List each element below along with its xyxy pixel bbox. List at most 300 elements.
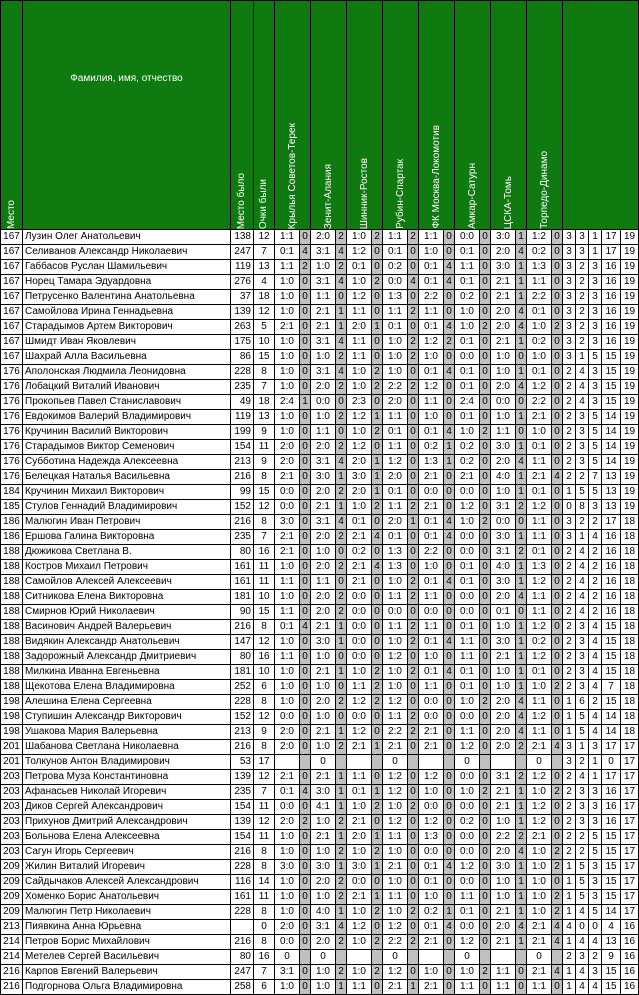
- score-cell: 2: [372, 500, 383, 515]
- score-cell: 0: [336, 545, 347, 560]
- prediction-cell: [275, 755, 300, 770]
- score-cell: 1: [516, 665, 527, 680]
- total-cell: 3: [589, 380, 602, 395]
- score-cell: 0: [372, 770, 383, 785]
- prev-place-cell: 216: [231, 620, 254, 635]
- score-cell: 1: [516, 560, 527, 575]
- score-cell: 2: [372, 365, 383, 380]
- prediction-cell: 1:2: [527, 800, 552, 815]
- prediction-cell: 4:0: [311, 905, 336, 920]
- score-cell: 2: [552, 845, 563, 860]
- score-cell: 2: [408, 935, 419, 950]
- prediction-cell: 1:0: [275, 845, 300, 860]
- total-cell: 3: [576, 785, 589, 800]
- prediction-cell: 1:0: [527, 350, 552, 365]
- total-cell: 4: [589, 530, 602, 545]
- score-cell: [300, 755, 311, 770]
- prediction-cell: 2:0: [347, 455, 372, 470]
- score-cell: 4: [516, 305, 527, 320]
- total-cell: 7: [589, 470, 602, 485]
- prediction-cell: 0:0: [419, 710, 444, 725]
- score-cell: 2: [516, 830, 527, 845]
- score-cell: 4: [516, 590, 527, 605]
- score-cell: 0: [480, 365, 491, 380]
- score-cell: 0: [516, 980, 527, 995]
- prediction-cell: 3:0: [275, 515, 300, 530]
- score-cell: 1: [336, 800, 347, 815]
- total-cell: 18: [621, 605, 639, 620]
- table-row: [1, 860, 639, 875]
- prediction-cell: 1:0: [275, 665, 300, 680]
- prediction-cell: 0:0: [455, 605, 480, 620]
- score-cell: 0: [300, 590, 311, 605]
- prediction-cell: 1:0: [311, 740, 336, 755]
- prediction-cell: 2:1: [383, 980, 408, 995]
- score-cell: 0: [300, 965, 311, 980]
- score-cell: 1: [516, 635, 527, 650]
- score-cell: 0: [372, 875, 383, 890]
- total-cell: 3: [563, 320, 576, 335]
- score-cell: 4: [336, 275, 347, 290]
- total-cell: 4: [589, 620, 602, 635]
- prediction-cell: 0:1: [383, 320, 408, 335]
- score-cell: 4: [336, 245, 347, 260]
- prediction-cell: 0:1: [275, 245, 300, 260]
- name-cell: Малюгин Петр Николаевич: [23, 905, 231, 920]
- header-filler: [563, 1, 639, 230]
- score-cell: [336, 755, 347, 770]
- name-cell: Подгорнова Ольга Владимировна: [23, 980, 231, 995]
- prediction-cell: 2:1: [527, 410, 552, 425]
- score-cell: 0: [444, 815, 455, 830]
- total-cell: 2: [563, 470, 576, 485]
- prediction-cell: 0:0: [347, 605, 372, 620]
- score-cell: [480, 950, 491, 965]
- score-cell: 1: [372, 740, 383, 755]
- prediction-cell: 1:1: [527, 275, 552, 290]
- name-cell: Лузин Олег Анатольевич: [23, 230, 231, 245]
- total-cell: 3: [576, 230, 589, 245]
- score-cell: 0: [552, 305, 563, 320]
- column-header: Рубин-Спартак: [383, 1, 419, 230]
- prediction-cell: 1:0: [491, 890, 516, 905]
- prediction-cell: 0:1: [419, 260, 444, 275]
- prediction-cell: 0:1: [527, 365, 552, 380]
- total-cell: 3: [589, 965, 602, 980]
- prediction-cell: [347, 950, 372, 965]
- score-cell: 0: [300, 335, 311, 350]
- total-cell: 15: [602, 635, 621, 650]
- prev-place-cell: 216: [231, 470, 254, 485]
- score-cell: 0: [480, 470, 491, 485]
- prediction-cell: 0:1: [383, 485, 408, 500]
- total-cell: 0: [589, 920, 602, 935]
- table-row: [1, 560, 639, 575]
- total-cell: 3: [576, 950, 589, 965]
- prev-place-cell: 213: [231, 725, 254, 740]
- prediction-cell: 1:0: [275, 380, 300, 395]
- score-cell: 0: [300, 230, 311, 245]
- total-cell: 1: [563, 890, 576, 905]
- prediction-cell: 1:1: [491, 980, 516, 995]
- score-cell: 0: [336, 650, 347, 665]
- prediction-cell: 0:0: [419, 845, 444, 860]
- prediction-cell: 1:1: [383, 410, 408, 425]
- prediction-cell: 1:1: [455, 650, 480, 665]
- name-cell: Кручинин Михаил Викторович: [23, 485, 231, 500]
- total-cell: 1: [589, 755, 602, 770]
- prediction-cell: 1:0: [347, 380, 372, 395]
- prediction-cell: 2:2: [527, 290, 552, 305]
- prediction-cell: 0:0: [347, 635, 372, 650]
- total-cell: 0: [602, 755, 621, 770]
- prediction-cell: 0:0: [455, 845, 480, 860]
- score-cell: 0: [300, 875, 311, 890]
- prediction-cell: 0:1: [419, 275, 444, 290]
- table-row: [1, 695, 639, 710]
- score-cell: 0: [516, 425, 527, 440]
- score-cell: 4: [516, 845, 527, 860]
- prediction-cell: 0:0: [455, 875, 480, 890]
- name-cell: Норец Тамара Эдуардовна: [23, 275, 231, 290]
- score-cell: 1: [516, 935, 527, 950]
- score-cell: 0: [300, 935, 311, 950]
- prev-place-cell: 228: [231, 860, 254, 875]
- score-cell: 2: [552, 320, 563, 335]
- total-cell: 3: [589, 365, 602, 380]
- prediction-cell: 0:0: [347, 875, 372, 890]
- total-cell: 17: [602, 245, 621, 260]
- prediction-cell: 1:2: [383, 920, 408, 935]
- place-cell: 167: [1, 320, 23, 335]
- score-cell: 1: [516, 800, 527, 815]
- total-cell: 2: [563, 395, 576, 410]
- total-cell: 16: [621, 935, 639, 950]
- score-cell: 0: [480, 770, 491, 785]
- prev-place-cell: 199: [231, 425, 254, 440]
- table-row: [1, 785, 639, 800]
- prediction-cell: 1:0: [383, 350, 408, 365]
- name-cell: Самойлова Ирина Геннадьевна: [23, 305, 231, 320]
- total-cell: 18: [621, 530, 639, 545]
- prediction-cell: 3:0: [491, 530, 516, 545]
- score-cell: 0: [552, 710, 563, 725]
- total-cell: 2: [576, 260, 589, 275]
- score-cell: 0: [408, 785, 419, 800]
- prediction-cell: 0: [311, 755, 336, 770]
- score-cell: 1: [444, 905, 455, 920]
- total-cell: 3: [576, 455, 589, 470]
- prediction-cell: 3:1: [311, 365, 336, 380]
- prediction-cell: 1:3: [527, 260, 552, 275]
- table-row: [1, 845, 639, 860]
- total-cell: 4: [576, 965, 589, 980]
- score-cell: 4: [336, 365, 347, 380]
- prediction-cell: 2:0: [491, 920, 516, 935]
- total-cell: 1: [576, 350, 589, 365]
- total-cell: 17: [621, 905, 639, 920]
- prediction-cell: 1:0: [491, 365, 516, 380]
- total-cell: 1: [589, 245, 602, 260]
- prev-points-cell: 14: [254, 875, 275, 890]
- prediction-cell: 1:0: [527, 320, 552, 335]
- prediction-cell: 3:1: [311, 455, 336, 470]
- prediction-cell: 2:1: [527, 935, 552, 950]
- prediction-cell: 0:1: [491, 605, 516, 620]
- table-row: [1, 815, 639, 830]
- name-cell: Карпов Евгений Валерьевич: [23, 965, 231, 980]
- prediction-cell: 3:1: [491, 770, 516, 785]
- score-cell: [300, 950, 311, 965]
- prediction-cell: 1:0: [383, 680, 408, 695]
- table-row: [1, 905, 639, 920]
- total-cell: 14: [602, 725, 621, 740]
- total-cell: 5: [589, 410, 602, 425]
- score-cell: 2: [516, 545, 527, 560]
- name-cell: Толкунов Антон Владимирович: [23, 755, 231, 770]
- score-cell: 0: [552, 365, 563, 380]
- total-cell: 2: [589, 605, 602, 620]
- prev-place-cell: 152: [231, 710, 254, 725]
- prediction-cell: 0:0: [275, 500, 300, 515]
- score-cell: 0: [552, 725, 563, 740]
- total-cell: 15: [602, 965, 621, 980]
- total-cell: 3: [563, 245, 576, 260]
- prediction-cell: 1:0: [275, 335, 300, 350]
- score-cell: 4: [552, 920, 563, 935]
- prediction-cell: 2:1: [419, 500, 444, 515]
- score-cell: 0: [552, 410, 563, 425]
- score-cell: 0: [408, 365, 419, 380]
- score-cell: 2: [408, 905, 419, 920]
- total-cell: 14: [602, 440, 621, 455]
- score-cell: 0: [552, 380, 563, 395]
- total-cell: 4: [576, 935, 589, 950]
- name-cell: Сагун Игорь Сергеевич: [23, 845, 231, 860]
- score-cell: 0: [444, 680, 455, 695]
- score-cell: 0: [480, 380, 491, 395]
- prediction-cell: 2:1: [455, 470, 480, 485]
- column-header: ЦСКА-Томь: [491, 1, 527, 230]
- prediction-cell: 0:0: [383, 275, 408, 290]
- column-header: ФК Москва-Локомотив: [419, 1, 455, 230]
- prediction-cell: 1:1: [383, 500, 408, 515]
- prediction-cell: 0:0: [491, 515, 516, 530]
- total-cell: 1: [576, 530, 589, 545]
- score-cell: 0: [480, 845, 491, 860]
- prev-place-cell: 247: [231, 245, 254, 260]
- prediction-cell: 3:0: [275, 860, 300, 875]
- prediction-cell: 1:1: [383, 830, 408, 845]
- prediction-cell: 2:0: [347, 830, 372, 845]
- prediction-cell: 0:1: [419, 365, 444, 380]
- score-cell: 1: [516, 620, 527, 635]
- prediction-cell: 1:0: [527, 875, 552, 890]
- prediction-cell: 2:0: [347, 485, 372, 500]
- prediction-cell: 1:1: [383, 440, 408, 455]
- prediction-cell: 0:2: [455, 815, 480, 830]
- prediction-cell: 2:1: [527, 965, 552, 980]
- score-cell: 0: [300, 515, 311, 530]
- prediction-cell: 2:4: [275, 395, 300, 410]
- total-cell: 4: [563, 920, 576, 935]
- prediction-cell: 0:0: [455, 530, 480, 545]
- prediction-cell: 0:0: [491, 395, 516, 410]
- score-cell: 0: [372, 515, 383, 530]
- score-cell: 0: [552, 530, 563, 545]
- total-cell: 1: [563, 485, 576, 500]
- prediction-cell: 2:0: [491, 245, 516, 260]
- score-cell: 2: [408, 635, 419, 650]
- score-cell: 2: [372, 965, 383, 980]
- table-row: [1, 950, 639, 965]
- name-cell: Шмидт Иван Яковлевич: [23, 335, 231, 350]
- total-cell: 13: [602, 485, 621, 500]
- score-cell: 0: [372, 710, 383, 725]
- score-cell: 0: [444, 290, 455, 305]
- place-cell: 188: [1, 590, 23, 605]
- total-cell: 5: [589, 350, 602, 365]
- prediction-cell: 0: [455, 950, 480, 965]
- total-cell: 6: [576, 695, 589, 710]
- score-cell: 2: [372, 935, 383, 950]
- score-cell: 0: [372, 245, 383, 260]
- prediction-cell: 0:0: [275, 800, 300, 815]
- prediction-cell: 0:1: [527, 305, 552, 320]
- prev-place-cell: 228: [231, 905, 254, 920]
- score-cell: 0: [444, 245, 455, 260]
- score-cell: 2: [336, 590, 347, 605]
- score-cell: 1: [444, 440, 455, 455]
- score-cell: 0: [408, 860, 419, 875]
- total-cell: 16: [602, 335, 621, 350]
- score-cell: [552, 755, 563, 770]
- score-cell: 0: [300, 695, 311, 710]
- score-cell: 0: [552, 575, 563, 590]
- prediction-cell: 0:2: [419, 440, 444, 455]
- score-cell: 2: [372, 800, 383, 815]
- prediction-cell: 1:0: [455, 305, 480, 320]
- prediction-cell: 3:0: [491, 230, 516, 245]
- prediction-cell: 0:0: [455, 230, 480, 245]
- prediction-cell: 0:1: [419, 530, 444, 545]
- total-cell: 16: [602, 545, 621, 560]
- score-cell: 2: [552, 785, 563, 800]
- name-cell: Милкина Иванна Евгеньевна: [23, 665, 231, 680]
- prediction-cell: 1:1: [491, 965, 516, 980]
- score-cell: 2: [480, 320, 491, 335]
- score-cell: 0: [444, 695, 455, 710]
- prev-points-cell: 7: [254, 530, 275, 545]
- total-cell: 18: [621, 635, 639, 650]
- total-cell: 17: [621, 740, 639, 755]
- prediction-cell: 0:0: [455, 545, 480, 560]
- name-cell: Щекотова Елена Владимировна: [23, 680, 231, 695]
- score-cell: 0: [408, 815, 419, 830]
- table-row: [1, 530, 639, 545]
- score-cell: 0: [444, 350, 455, 365]
- prev-points-cell: 12: [254, 230, 275, 245]
- prediction-cell: 0:0: [275, 935, 300, 950]
- score-cell: 2: [480, 425, 491, 440]
- prediction-cell: 1:0: [383, 575, 408, 590]
- place-cell: 209: [1, 860, 23, 875]
- prediction-cell: 1:2: [527, 620, 552, 635]
- total-cell: 4: [589, 710, 602, 725]
- prev-points-cell: 12: [254, 500, 275, 515]
- score-cell: 0: [552, 455, 563, 470]
- score-cell: 0: [408, 680, 419, 695]
- score-cell: 4: [516, 725, 527, 740]
- prev-place-cell: 116: [231, 875, 254, 890]
- prev-place-cell: 138: [231, 230, 254, 245]
- score-cell: 0: [408, 830, 419, 845]
- prediction-cell: 1:1: [527, 980, 552, 995]
- table-row: [1, 425, 639, 440]
- prediction-cell: 0:1: [419, 515, 444, 530]
- prediction-cell: 0:0: [455, 800, 480, 815]
- prediction-cell: 1:0: [275, 365, 300, 380]
- total-cell: 3: [563, 305, 576, 320]
- score-cell: 2: [336, 890, 347, 905]
- prediction-cell: 0:1: [347, 260, 372, 275]
- score-cell: 2: [480, 965, 491, 980]
- score-cell: 0: [300, 380, 311, 395]
- score-cell: [336, 950, 347, 965]
- total-cell: 3: [576, 680, 589, 695]
- prediction-cell: 1:1: [419, 680, 444, 695]
- score-cell: 4: [336, 920, 347, 935]
- score-cell: 1: [516, 875, 527, 890]
- prediction-cell: 1:0: [311, 845, 336, 860]
- score-cell: 2: [372, 380, 383, 395]
- score-cell: 1: [336, 785, 347, 800]
- total-cell: 2: [589, 695, 602, 710]
- score-cell: 0: [372, 650, 383, 665]
- prediction-cell: 2:0: [491, 740, 516, 755]
- score-cell: 0: [408, 845, 419, 860]
- prediction-cell: 1:1: [347, 335, 372, 350]
- prediction-cell: 3:0: [311, 860, 336, 875]
- score-cell: 0: [552, 440, 563, 455]
- column-header: Место: [1, 1, 23, 230]
- prediction-cell: 0:0: [383, 605, 408, 620]
- prediction-cell: 3:1: [311, 335, 336, 350]
- name-cell: Ушакова Мария Валерьевна: [23, 725, 231, 740]
- prediction-cell: 1:0: [275, 905, 300, 920]
- prev-points-cell: 11: [254, 560, 275, 575]
- prediction-cell: 0:0: [419, 695, 444, 710]
- prediction-cell: 1:1: [383, 590, 408, 605]
- prediction-cell: 1:2: [383, 695, 408, 710]
- total-cell: 16: [602, 320, 621, 335]
- total-cell: 16: [621, 980, 639, 995]
- prediction-cell: 1:0: [347, 665, 372, 680]
- score-cell: 4: [444, 665, 455, 680]
- prediction-cell: 0: [455, 755, 480, 770]
- table-row: [1, 605, 639, 620]
- prediction-cell: 1:0: [491, 875, 516, 890]
- prediction-cell: 3:0: [491, 860, 516, 875]
- prediction-cell: 1:0: [455, 425, 480, 440]
- total-cell: 16: [602, 275, 621, 290]
- total-cell: 4: [589, 635, 602, 650]
- prediction-cell: 1:2: [527, 710, 552, 725]
- score-cell: 0: [300, 635, 311, 650]
- table-row: [1, 575, 639, 590]
- score-cell: 0: [480, 665, 491, 680]
- prediction-cell: 1:0: [527, 425, 552, 440]
